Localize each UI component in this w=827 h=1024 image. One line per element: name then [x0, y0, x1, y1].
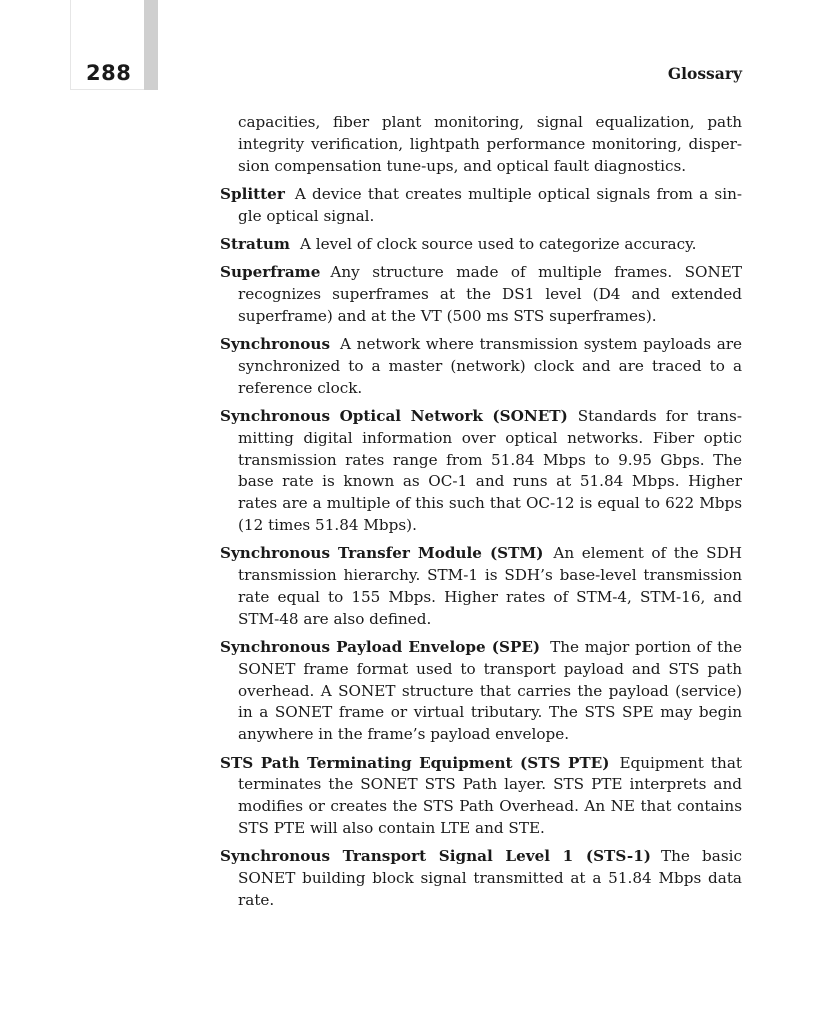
- glossary-entry: [220, 334, 742, 399]
- glossary-term: Splitter: [220, 184, 285, 203]
- glossary-definition: Any structure made of multiple frames. SONET recognizes superframes at the DS1 level (D4 and extended superframe) and at the VT (500 ms STS superframes).: [238, 263, 742, 325]
- running-header: Glossary: [667, 64, 742, 83]
- glossary-definition: The major portion of the SONET frame format used to transport payload and STS path overhead. A SONET structure that carries the payload (service) in a SONET frame or virtual tributary. The STS SPE may begin anywhere in the frame’s payload envelope.: [238, 638, 742, 744]
- glossary-entry: [220, 406, 742, 537]
- glossary-definition: Standards for transmitting digital information over optical networks. Fiber optic transmission rates range from 51.84 Mbps to 9.95 Gbps. The base rate is known as OC-1 and runs at 51.84 Mbps. Higher rates are a multiple of this such that OC-12 is equal to 622 Mbps (12 times 51.84 Mbps).: [238, 407, 742, 535]
- glossary-definition: A network where transmission system payloads are synchronized to a master (network) clock and are traced to a reference clock.: [238, 335, 742, 397]
- glossary-body: [220, 112, 742, 918]
- glossary-entry: [220, 262, 742, 327]
- glossary-entry: [220, 846, 742, 911]
- glossary-term: Synchronous Optical Network (SONET): [220, 407, 568, 426]
- glossary-entry-continuation: capacities, fiber plant monitoring, signal equalization, path integrity verification, lightpath performance monitoring, dispersion compensation tune-ups, and optical fault diagnostics.: [238, 113, 742, 175]
- glossary-entry: [220, 753, 742, 840]
- glossary-definition: The basic SONET building block signal transmitted at a 51.84 Mbps data rate.: [238, 847, 742, 909]
- glossary-entry: [220, 543, 742, 630]
- glossary-entry: [220, 234, 742, 256]
- glossary-definition: An element of the SDH transmission hierarchy. STM-1 is SDH’s base-level transmission rate equal to 155 Mbps. Higher rates of STM-4, STM-16, and STM-48 are also defined.: [238, 544, 742, 628]
- glossary-definition: A device that creates multiple optical signals from a single optical signal.: [238, 184, 742, 225]
- glossary-term: Synchronous: [220, 335, 331, 354]
- glossary-definition: A level of clock source used to categorize accuracy.: [299, 234, 697, 253]
- glossary-term: Superframe: [220, 263, 321, 282]
- glossary-term: Synchronous Transport Signal Level 1 (STS-1): [220, 847, 651, 866]
- glossary-term: STS Path Terminating Equipment (STS PTE): [220, 753, 610, 772]
- page-number: 288: [86, 61, 132, 85]
- glossary-entry: [220, 184, 742, 228]
- glossary-definition: Equipment that terminates the SONET STS Path layer. STS PTE interprets and modifies or creates the STS Path Overhead. An NE that contains STS PTE will also contain LTE and STE.: [238, 753, 742, 837]
- page-tab-bar: [144, 0, 158, 90]
- glossary-entry: [220, 637, 742, 746]
- glossary-term: Stratum: [220, 234, 290, 253]
- glossary-term: Synchronous Payload Envelope (SPE): [220, 638, 541, 657]
- glossary-term: Synchronous Transfer Module (STM): [220, 544, 544, 563]
